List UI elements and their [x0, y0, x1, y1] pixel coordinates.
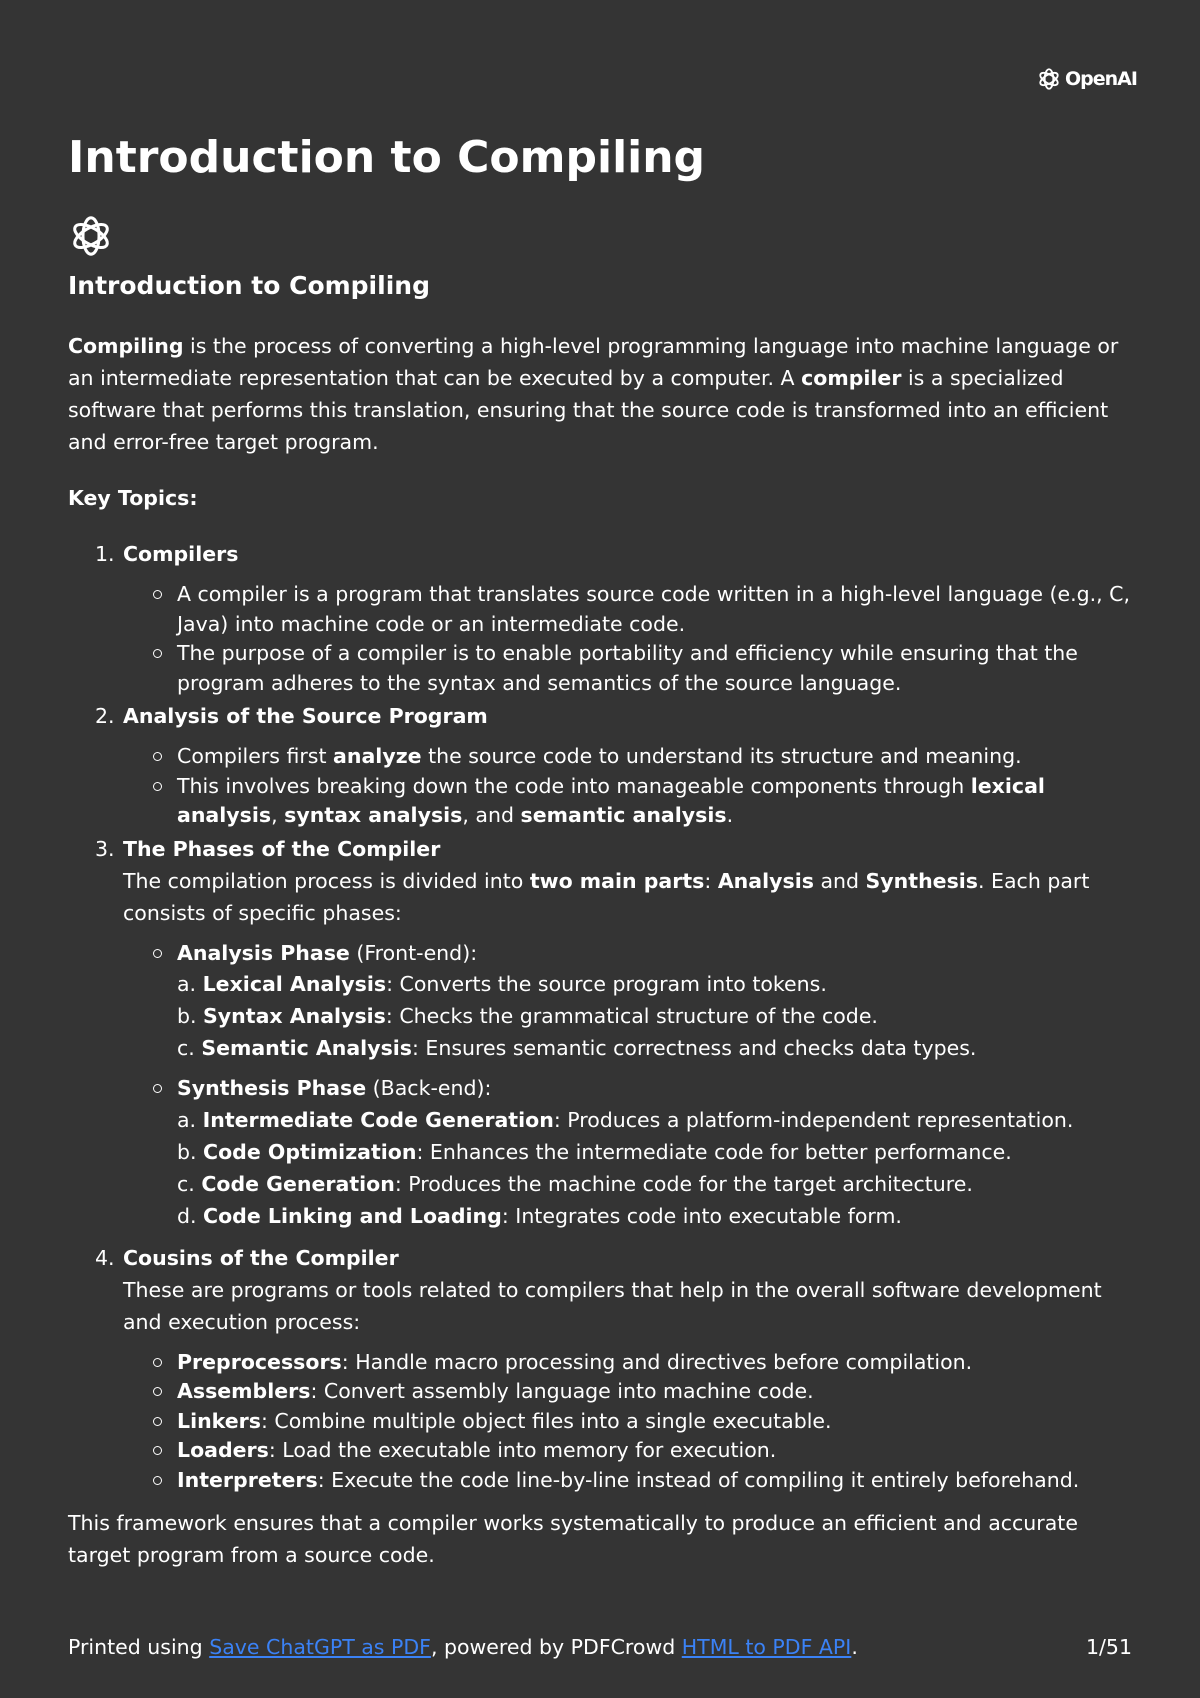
step-name: Lexical Analysis: [202, 972, 387, 996]
footer-credit: [68, 1631, 858, 1663]
save-chatgpt-pdf-link[interactable]: Save ChatGPT as PDF: [209, 1635, 431, 1659]
topic-bullets: [123, 580, 1132, 698]
item-name: Assemblers: [177, 1379, 311, 1403]
step-letter: b.: [177, 1139, 204, 1164]
bullet-bold: semantic analysis: [520, 803, 727, 827]
topic-title: Cousins of the Compiler: [123, 1245, 399, 1270]
brand-name: OpenAI: [1065, 68, 1137, 90]
bullet-text: ,: [271, 803, 285, 827]
circle-bullet-icon: [153, 1476, 162, 1485]
item-desc: : Execute the code line-by-line instead of compiling it entirely beforehand.: [317, 1467, 1080, 1492]
item-desc: : Load the executable into memory for execution.: [268, 1438, 777, 1462]
item-desc: : Combine multiple object files into a single executable.: [260, 1408, 832, 1433]
intro-text-2: is a specialized software that performs this translation, ensuring that the source code is transformed into an efficient and error-free target program.: [68, 366, 1109, 454]
circle-bullet-icon: [153, 949, 162, 958]
bullet-text: .: [726, 803, 734, 827]
step-name: Semantic Analysis: [201, 1036, 412, 1060]
step-name: Code Linking and Loading: [203, 1203, 502, 1228]
item-name: Preprocessors: [177, 1349, 342, 1374]
bullet-item: [177, 1348, 1132, 1378]
document-title: Introduction to Compiling: [68, 132, 706, 183]
page-number: 1/51: [1085, 1635, 1132, 1659]
desc-text: The compilation process is divided into: [123, 868, 530, 893]
footer-text: Printed using: [68, 1635, 210, 1659]
circle-bullet-icon: [153, 1358, 162, 1367]
closing-paragraph: This framework ensures that a compiler works systematically to produce an efficient and accurate target program from a source code.: [68, 1511, 1078, 1567]
cousins-list: [123, 1348, 1132, 1496]
intro-term-compiler: compiler: [801, 366, 902, 390]
bullet-item: [177, 772, 1132, 831]
document-body: [68, 330, 1132, 1571]
step-desc: : Converts the source program into tokens.: [386, 972, 827, 996]
topic-bullets: [123, 742, 1132, 831]
topic-item: [95, 700, 1132, 831]
topic-title: Analysis of the Source Program: [123, 704, 488, 728]
intro-text-1: is the process of converting a high-level programming language into machine language or an intermediate representation that can be executed by a computer. A: [68, 334, 1119, 390]
topic-item: [95, 833, 1132, 1232]
item-desc: : Handle macro processing and directives before compilation.: [341, 1349, 973, 1374]
phase-step: [177, 1168, 1132, 1200]
bullet-item: [177, 1436, 1132, 1466]
openai-knot-icon: [1036, 66, 1062, 92]
step-desc: : Ensures semantic correctness and checks data types.: [412, 1036, 977, 1060]
phase-step: [177, 1000, 1132, 1032]
bullet-text: the source code to understand its structure and meaning.: [421, 744, 1022, 768]
analysis-phase: [177, 939, 1132, 1065]
topic-item: [95, 538, 1132, 698]
desc-text: :: [704, 868, 718, 893]
item-name: Loaders: [177, 1438, 269, 1462]
item-desc: : Convert assembly language into machine code.: [310, 1379, 814, 1403]
step-letter: b.: [177, 1004, 204, 1028]
step-name: Code Generation: [201, 1171, 395, 1196]
bullet-text: The purpose of a compiler is to enable portability and efficiency while ensuring that the program adheres to the syntax and semantics of the source language.: [177, 641, 1078, 695]
bullet-item: [177, 1466, 1132, 1496]
topics-list: [68, 538, 1132, 1495]
bullet-text: Compilers first: [177, 744, 334, 768]
circle-bullet-icon: [153, 752, 162, 761]
topic-item: [95, 1242, 1132, 1496]
phase-step: [177, 968, 1132, 1000]
bullet-item: [177, 580, 1132, 639]
bullet-text: , and: [462, 803, 521, 827]
step-letter: d.: [177, 1203, 204, 1228]
circle-bullet-icon: [153, 782, 162, 791]
phase-step: [177, 1136, 1132, 1168]
intro-term-compiling: Compiling: [68, 334, 184, 358]
circle-bullet-icon: [153, 649, 162, 658]
topic-number: 4.: [95, 1245, 115, 1270]
bullet-text: A compiler is a program that translates source code written in a high-level language (e.g., C, Java) into machine code or an intermediate code.: [177, 582, 1130, 636]
topic-number: 2.: [95, 704, 115, 728]
topic-description: These are programs or tools related to compilers that help in the overall software development and execution process:: [123, 1277, 1102, 1334]
phase-step: [177, 1104, 1132, 1136]
topic-title: The Phases of the Compiler: [123, 836, 441, 861]
circle-bullet-icon: [153, 590, 162, 599]
step-letter: c.: [177, 1036, 202, 1060]
topic-number: 3.: [95, 836, 115, 861]
step-desc: : Produces the machine code for the target architecture.: [394, 1171, 973, 1196]
desc-text: . Each part consists of specific phases:: [123, 868, 1090, 925]
footer-text: , powered by PDFCrowd: [430, 1635, 682, 1659]
topic-number: 1.: [95, 542, 115, 566]
step-name: Code Optimization: [203, 1139, 417, 1164]
openai-logo: [1036, 66, 1137, 92]
print-footer: [68, 1631, 1132, 1663]
item-name: Interpreters: [177, 1467, 318, 1492]
topic-description: [123, 865, 1132, 929]
desc-bold: Synthesis: [865, 868, 978, 893]
desc-bold: Analysis: [717, 868, 814, 893]
circle-bullet-icon: [153, 1084, 162, 1093]
phase-suffix: (Front-end):: [349, 940, 478, 965]
item-name: Linkers: [177, 1408, 261, 1433]
phase-list: [123, 939, 1132, 1232]
phase-suffix: (Back-end):: [366, 1076, 492, 1100]
step-desc: : Checks the grammatical structure of the code.: [385, 1004, 878, 1028]
phase-step: [177, 1032, 1132, 1064]
step-desc: : Produces a platform-independent representation.: [553, 1107, 1074, 1132]
bullet-item: [177, 639, 1132, 698]
html-to-pdf-api-link[interactable]: HTML to PDF API: [681, 1635, 852, 1659]
desc-text: and: [813, 868, 866, 893]
bullet-bold: lexical analysis: [177, 773, 1045, 827]
step-letter: a.: [177, 972, 203, 996]
section-heading: Introduction to Compiling: [68, 271, 430, 300]
chatgpt-logo-icon: [68, 213, 114, 259]
desc-bold: two main parts: [529, 868, 705, 893]
bullet-item: [177, 742, 1132, 772]
step-letter: a.: [177, 1107, 203, 1132]
bullet-bold: analyze: [333, 744, 422, 768]
bullet-item: [177, 1407, 1132, 1437]
step-desc: : Integrates code into executable form.: [501, 1203, 902, 1228]
phase-step: [177, 1200, 1132, 1232]
bullet-item: [177, 1377, 1132, 1407]
circle-bullet-icon: [153, 1417, 162, 1426]
key-topics-label: Key Topics:: [68, 486, 198, 510]
bullet-bold: syntax analysis: [284, 803, 463, 827]
step-name: Syntax Analysis: [203, 1004, 386, 1028]
bullet-text: This involves breaking down the code into manageable components through: [177, 773, 971, 798]
phase-title: Synthesis Phase: [177, 1076, 367, 1100]
step-name: Intermediate Code Generation: [202, 1107, 554, 1132]
intro-paragraph: [68, 330, 1132, 458]
step-desc: : Enhances the intermediate code for better performance.: [416, 1139, 1012, 1164]
circle-bullet-icon: [153, 1387, 162, 1396]
footer-text: .: [851, 1635, 858, 1659]
chatgpt-avatar: [68, 213, 114, 259]
phase-title: Analysis Phase: [177, 940, 350, 965]
circle-bullet-icon: [153, 1446, 162, 1455]
topic-title: Compilers: [123, 542, 239, 566]
synthesis-phase: [177, 1074, 1132, 1232]
step-letter: c.: [177, 1171, 202, 1196]
